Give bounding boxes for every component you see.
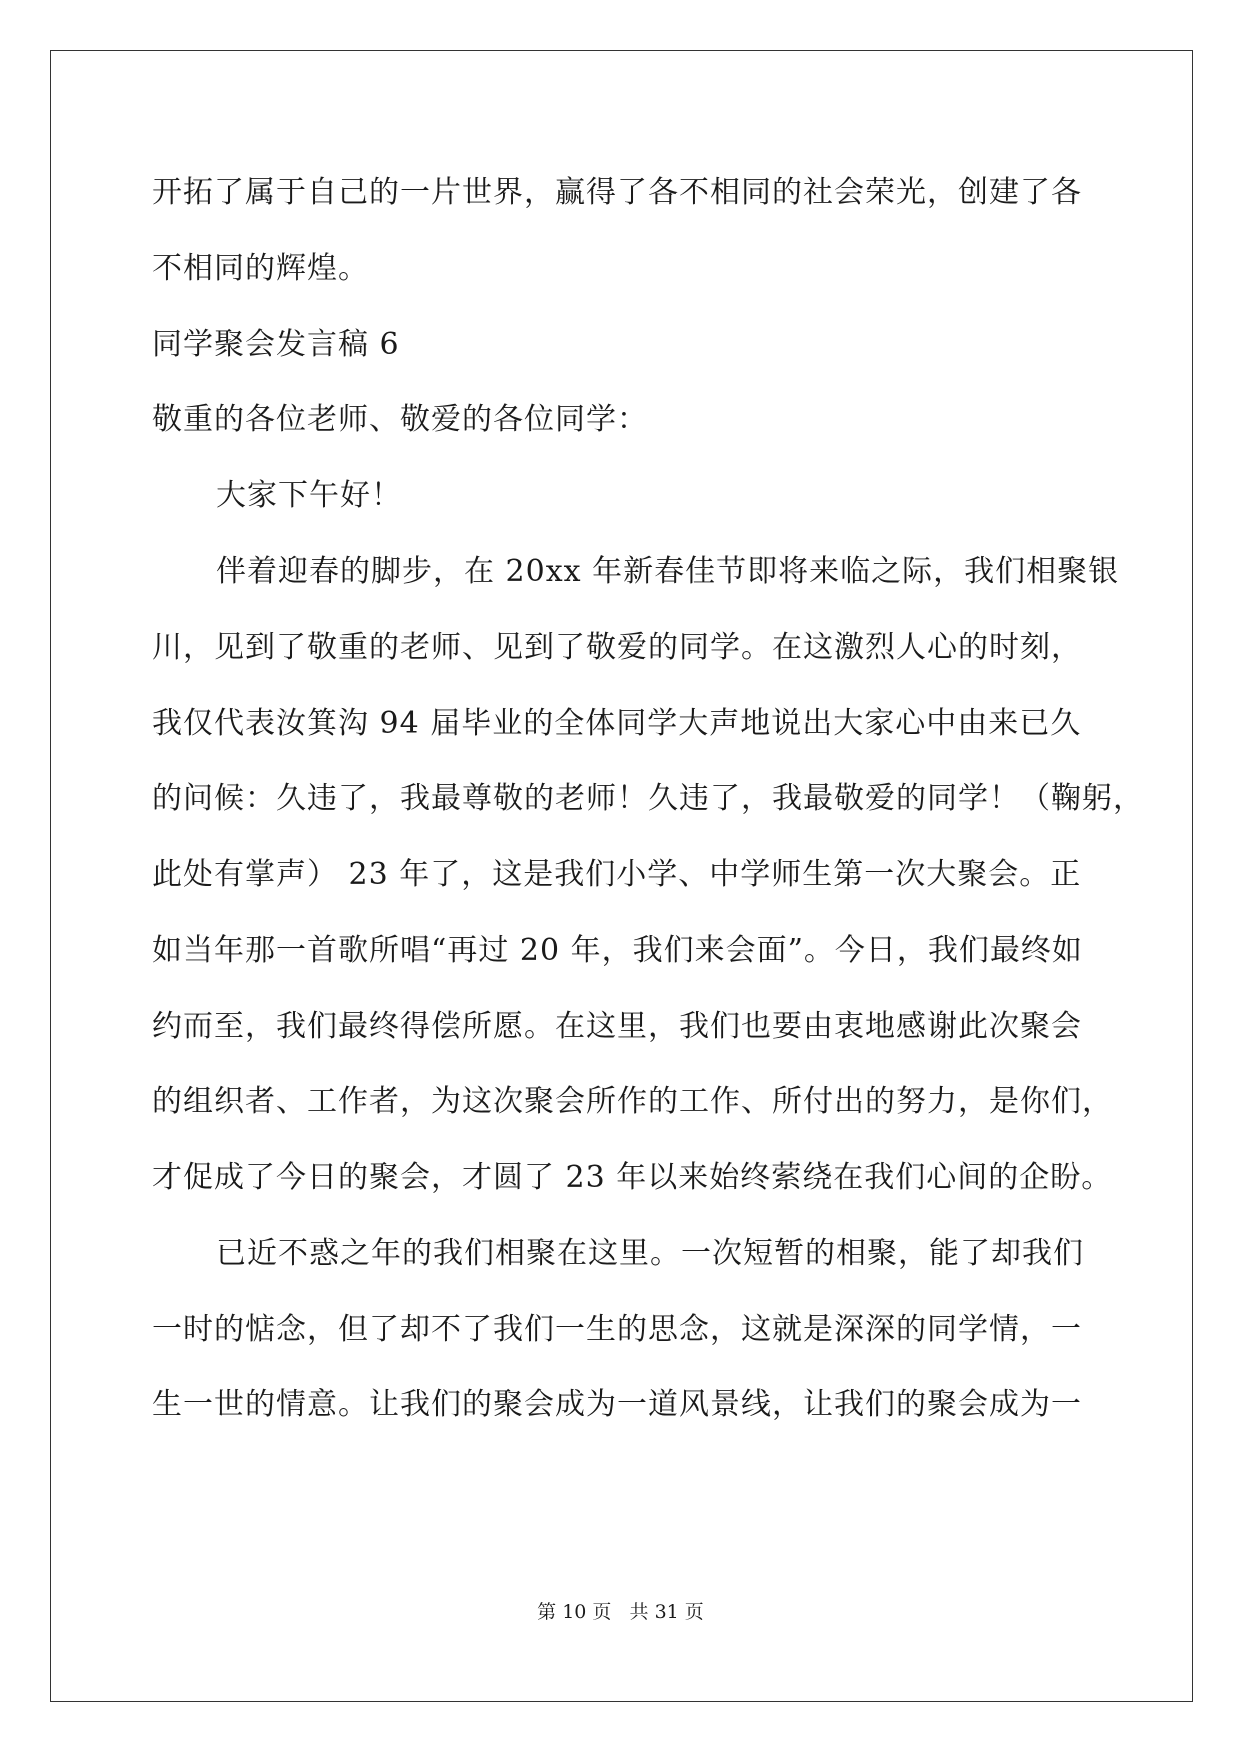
body-text-line: 生一世的情意。让我们的聚会成为一道风景线，让我们的聚会成为一 xyxy=(152,1387,1082,1422)
page-number-footer: 第 10 页 共 31 页 xyxy=(537,1601,704,1623)
body-text-line: 约而至，我们最终得偿所愿。在这里，我们也要由衷地感谢此次聚会 xyxy=(152,1009,1082,1044)
body-text-line: 一时的惦念，但了却不了我们一生的思念，这就是深深的同学情，一 xyxy=(152,1312,1082,1347)
body-text-line: 我仅代表汝箕沟 94 届毕业的全体同学大声地说出大家心中由来已久 xyxy=(152,706,1082,741)
body-text-line: 不相同的辉煌。 xyxy=(152,251,369,286)
body-text-line: 伴着迎春的脚步，在 20xx 年新春佳节即将来临之际，我们相聚银 xyxy=(216,554,1120,589)
greeting: 大家下午好！ xyxy=(216,478,402,513)
body-text-line: 已近不惑之年的我们相聚在这里。一次短暂的相聚，能了却我们 xyxy=(216,1236,1084,1271)
body-text-line: 此处有掌声） 23 年了，这是我们小学、中学师生第一次大聚会。正 xyxy=(152,857,1082,892)
salutation: 敬重的各位老师、敬爱的各位同学： xyxy=(152,402,648,437)
section-heading: 同学聚会发言稿 6 xyxy=(152,327,400,362)
body-text-line: 开拓了属于自己的一片世界，赢得了各不相同的社会荣光，创建了各 xyxy=(152,175,1082,210)
body-text-line: 川，见到了敬重的老师、见到了敬爱的同学。在这激烈人心的时刻， xyxy=(152,630,1082,665)
body-text-line: 才促成了今日的聚会，才圆了 23 年以来始终萦绕在我们心间的企盼。 xyxy=(152,1160,1113,1195)
body-text-line: 的组织者、工作者，为这次聚会所作的工作、所付出的努力，是你们， xyxy=(152,1084,1113,1119)
body-text-line: 如当年那一首歌所唱“再过 20 年，我们来会面”。今日，我们最终如 xyxy=(152,933,1083,968)
body-text-line: 的问候：久违了，我最尊敬的老师！久违了，我最敬爱的同学！（鞠躬， xyxy=(152,781,1144,816)
